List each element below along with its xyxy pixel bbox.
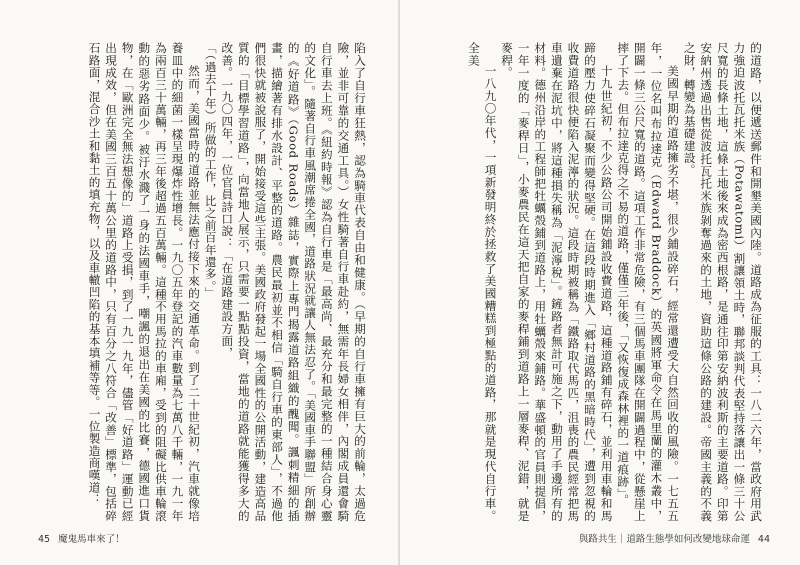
paragraph: 十九世紀初，不少公路公司開始鋪設收費道路，這種道路鋪有碎石，並利用車輪和馬蹄的壓力使碎石凝聚而變得堅硬。在這段時期進入「鄉村道路的黑暗時代」，遭到忽視的收費道路很快便陷入泥濘的狀況。這段時期被稱為「鐵路取代馬匹，沮喪的農民經常把馬車遺棄在泥坑中，將這種損失稱為「泥濘稅」。鏟路者無計可施之下，動用了手邊所有的材料。德州沿岸的工程師把牡蠣殼鋪到道路上，用牡蠣殼來鋪路。華盛頓的官員則提倡，一年一度的「麥稈日」，小麥農民在這天把自家的麥稈鋪到道路上一層麥稈、泥錯，就是麥稈。	[500, 42, 614, 522]
right-body-text	[434, 42, 764, 522]
left-body-text	[48, 42, 368, 522]
page-number: 44	[757, 534, 770, 545]
left-footer	[38, 531, 125, 545]
paragraph: 美國早期的道路擁劣不堪，很少鋪設碎石，經常還遭受大自然回收的風險。一七五五年，一位名叫布拉達克（Edward Braddock）的英國將軍命令在馬里蘭的灌木叢中，開闢一條三公尺寬的道路。這項工作非常危險，有三個馬車團隊在開闢過程中，從懸崖上摔了下去。但布拉達克得之不易的道路，僅僅三年後，「又恢復成森林裡的一道痕跡」。	[616, 42, 681, 522]
paragraph: 「（過去十年）所做的工作，比之前百年還多。」	[203, 42, 218, 299]
right-footer	[579, 531, 770, 545]
running-title: 魔鬼馬車來了！	[58, 534, 125, 545]
page-number: 45	[38, 534, 51, 545]
paragraph: 陷入了自行車狂熱，認為騎車代表自由和健康。（早期的自行車擁有巨大的前輪，太過危險，並非可靠的交通工具。）女性騎著自行車赴約，無需年長婦女相伴，內閣成員還會騎自行車去上班。《紐約時報》認為自行車是「最高尚、最充分和最完整的一種結合身心靈的文化」。隨著自行車風潮席捲全國，道路狀況就讓人無法忍了。「美國車手聯盟」所創辦的《好道路》（Good Roads）雜誌，實際上專門揭露道路組織的醜聞。諷刺精細的插畫，描繪著有排水設計、平整的道路。農民最初並不相信「騎自行車的東部人」，不過他們很快就被說服了，開始接受這些主張。美國政府發起一場全國性的公開活動，建造高品質的「目標學習道路」，向當地人展示，只需要一點點投資，當地的道路就能獲得多大的改善。一九〇四年，一位官員詩口說：「在道路建設方面，	[220, 42, 367, 522]
paragraph: 然而，美國當時的道路並無法應付接下來的交通革命。到了二十世紀初，汽車就像培養皿中的細菌一樣呈現爆炸性增長。一九〇五年登記的汽車數量為七萬八千輛，一九一年為兩百三十萬輛，再三年後超過五百萬輛。這種不用馬拉的車廂，受到的阻礙比供車輪滾動的惡劣路面少。被汙水濺了一身的法國車手，嘲諷的退出在美國的比賽，德國進口貨物，在「歐洲完全無法想像的」道路上受損，到了一九一九年，儘管「好道路」運動已經出現成效，但在美國三百五十萬公里的道路中，只有百分之八符合「改善」標準，包括碎石路面，混合沙土和黏土的填充物，以及車轍凹陷的基本填補等等。一位製造商嘆道：	[87, 42, 202, 522]
paragraph: 的道路，以便遞送郵件和開墾美國內陸。道路成為征服的工具：一八二六年，當政府用武力強迫波托瓦托米族（Potawatomi）割讓領土時，聯邦談判代表堅持落讓出一條三十公尺寬的長條土地，這條土地後來成為密西根路，是通往印第安納波利斯的主要道路。印第安納州透過出售從波托瓦托米族剝奪過來的土地，資助這條公路的建設。帝國主義的不義之財，轉變為基礎建設。	[682, 42, 763, 522]
right-page	[400, 0, 800, 565]
running-title: 與路共生｜道路生態學如何改變地球命運	[578, 534, 750, 545]
paragraph: 一八九〇年代，一項新發明終於拯救了美國糟糕到極點的道路，那就是現代自行車。全美	[466, 42, 498, 522]
